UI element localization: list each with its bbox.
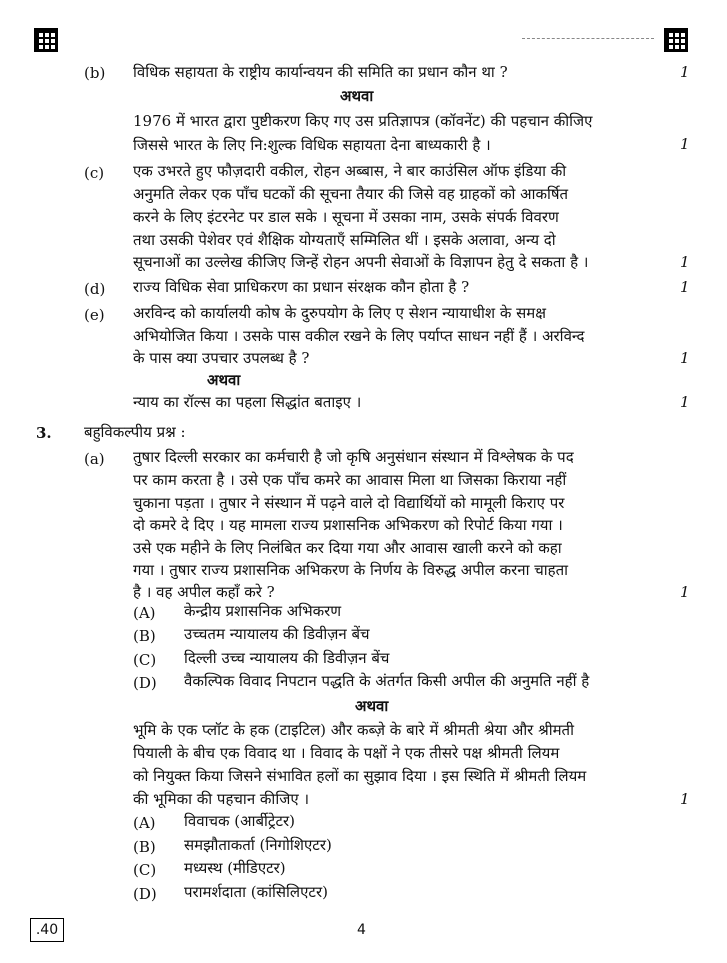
question-label: (d): [84, 280, 106, 298]
option-text: परामर्शदाता (कांसिलिएटर): [184, 883, 328, 901]
option-text: दिल्ली उच्च न्यायालय की डिवीज़न बेंच: [184, 649, 390, 667]
option-key: (B): [133, 627, 156, 645]
question-text-line: करने के लिए इंटरनेट पर डाल सके । सूचना में उसका नाम, उसके संपर्क विवरण: [133, 208, 559, 226]
question-label: (e): [84, 306, 105, 324]
question-text: जिससे भारत के लिए नि:शुल्क विधिक सहायता देना बाध्यकारी है ।: [133, 136, 491, 154]
page-number: 4: [357, 922, 366, 938]
marks: 1: [680, 135, 690, 153]
question-text-line: की भूमिका की पहचान कीजिए ।: [133, 790, 310, 808]
option-text: विवाचक (आर्बीट्रेटर): [184, 812, 296, 830]
question-text: न्याय का रॉल्स का पहला सिद्धांत बताइए ।: [133, 393, 362, 411]
question-label: (b): [84, 64, 106, 82]
question-text-line: को नियुक्त किया जिसने संभावित हलों का सुझाव दिया । इस स्थिति में श्रीमती लियम: [133, 767, 587, 785]
question-text: 1976 में भारत द्वारा पुष्टीकरण किए गए उस प्रतिज्ञापत्र (कॉवनेंट) की पहचान कीजिए: [133, 112, 593, 130]
question-label: (a): [84, 450, 105, 468]
question-text-line: एक उभरते हुए फौज़दारी वकील, रोहन अब्बास, ने बार काउंसिल ऑफ इंडिया की: [133, 162, 567, 180]
question-text-line: है । वह अपील कहाँ करे ?: [133, 583, 275, 601]
header-rule: [522, 38, 654, 39]
qr-code-icon: [664, 28, 688, 52]
option-text: केन्द्रीय प्रशासनिक अभिकरण: [184, 602, 342, 620]
question-text-line: दो कमरे दे दिए । यह मामला राज्य प्रशासनिक अभिकरण को रिपोर्ट किया गया ।: [133, 516, 563, 534]
option-key: (C): [133, 651, 157, 669]
question-text-line: पियाली के बीच एक विवाद था । विवाद के पक्षों ने एक तीसरे पक्ष श्रीमती लियम: [133, 744, 560, 762]
marks: 1: [680, 253, 690, 271]
question-number: 3.: [36, 424, 52, 442]
question-text-line: सूचनाओं का उल्लेख कीजिए जिन्हें रोहन अपनी सेवाओं के विज्ञापन हेतु दे सकता है ।: [133, 253, 589, 271]
athva-label: अथवा: [355, 697, 389, 715]
section-heading: बहुविकल्पीय प्रश्न :: [84, 423, 186, 441]
option-text: वैकल्पिक विवाद निपटान पद्धति के अंतर्गत किसी अपील की अनुमति नहीं है: [184, 672, 590, 690]
question-text-line: अनुमति लेकर एक पाँच घटकों की सूचना तैयार की जिसे वह ग्राहकों को आकर्षित: [133, 185, 569, 203]
qr-code-icon: [34, 28, 58, 52]
question-text-line: तथा उसकी पेशेवर एवं शैक्षिक योग्यताएँ सम्मिलित थीं । इसके अलावा, अन्य दो: [133, 231, 556, 249]
option-text: समझौताकर्ता (निगोशिएटर): [184, 836, 332, 854]
option-text: मध्यस्थ (मीडिएटर): [184, 859, 286, 877]
paper-code: .40: [30, 918, 64, 942]
marks: 1: [680, 349, 690, 367]
option-key: (B): [133, 838, 156, 856]
question-text-line: उसे एक महीने के लिए निलंबित कर दिया गया और आवास खाली करने को कहा: [133, 539, 562, 557]
question-text-line: गया । तुषार राज्य प्रशासनिक अभिकरण के निर्णय के विरुद्ध अपील करना चाहता: [133, 561, 569, 579]
question-label: (c): [84, 164, 105, 182]
marks: 1: [680, 583, 690, 601]
question-text-line: अरविन्द को कार्यालयी कोष के दुरुपयोग के लिए ए सेशन न्यायाधीश के समक्ष: [133, 304, 546, 322]
athva-label: अथवा: [340, 87, 374, 105]
question-text-line: अभियोजित किया । उसके पास वकील रखने के लिए पर्याप्त साधन नहीं हैं । अरविन्द: [133, 327, 585, 345]
option-key: (A): [133, 814, 156, 832]
question-text-line: भूमि के एक प्लॉट के हक (टाइटिल) और कब्ज़े के बारे में श्रीमती श्रेया और श्रीमती: [133, 721, 574, 739]
marks: 1: [680, 278, 690, 296]
question-text-line: तुषार दिल्ली सरकार का कर्मचारी है जो कृषि अनुसंधान संस्थान में विश्लेषक के पद: [133, 448, 574, 466]
option-key: (C): [133, 861, 157, 879]
option-key: (D): [133, 885, 157, 903]
question-text-line: चुकाना पड़ता । तुषार ने संस्थान में पढ़ने वाले दो विद्यार्थियों को मामूली किराए पर: [133, 494, 565, 512]
marks: 1: [680, 393, 690, 411]
option-key: (D): [133, 674, 157, 692]
marks: 1: [680, 63, 690, 81]
option-text: उच्चतम न्यायालय की डिवीज़न बेंच: [184, 625, 370, 643]
question-text: विधिक सहायता के राष्ट्रीय कार्यान्वयन की समिति का प्रधान कौन था ?: [133, 63, 508, 81]
question-text: राज्य विधिक सेवा प्राधिकरण का प्रधान संरक्षक कौन होता है ?: [133, 278, 470, 296]
athva-label: अथवा: [207, 371, 241, 389]
marks: 1: [680, 790, 690, 808]
option-key: (A): [133, 604, 156, 622]
question-text-line: के पास क्या उपचार उपलब्ध है ?: [133, 349, 310, 367]
question-text-line: पर काम करता है । उसे एक पाँच कमरे का आवास मिला था जिसका किराया नहीं: [133, 471, 567, 489]
